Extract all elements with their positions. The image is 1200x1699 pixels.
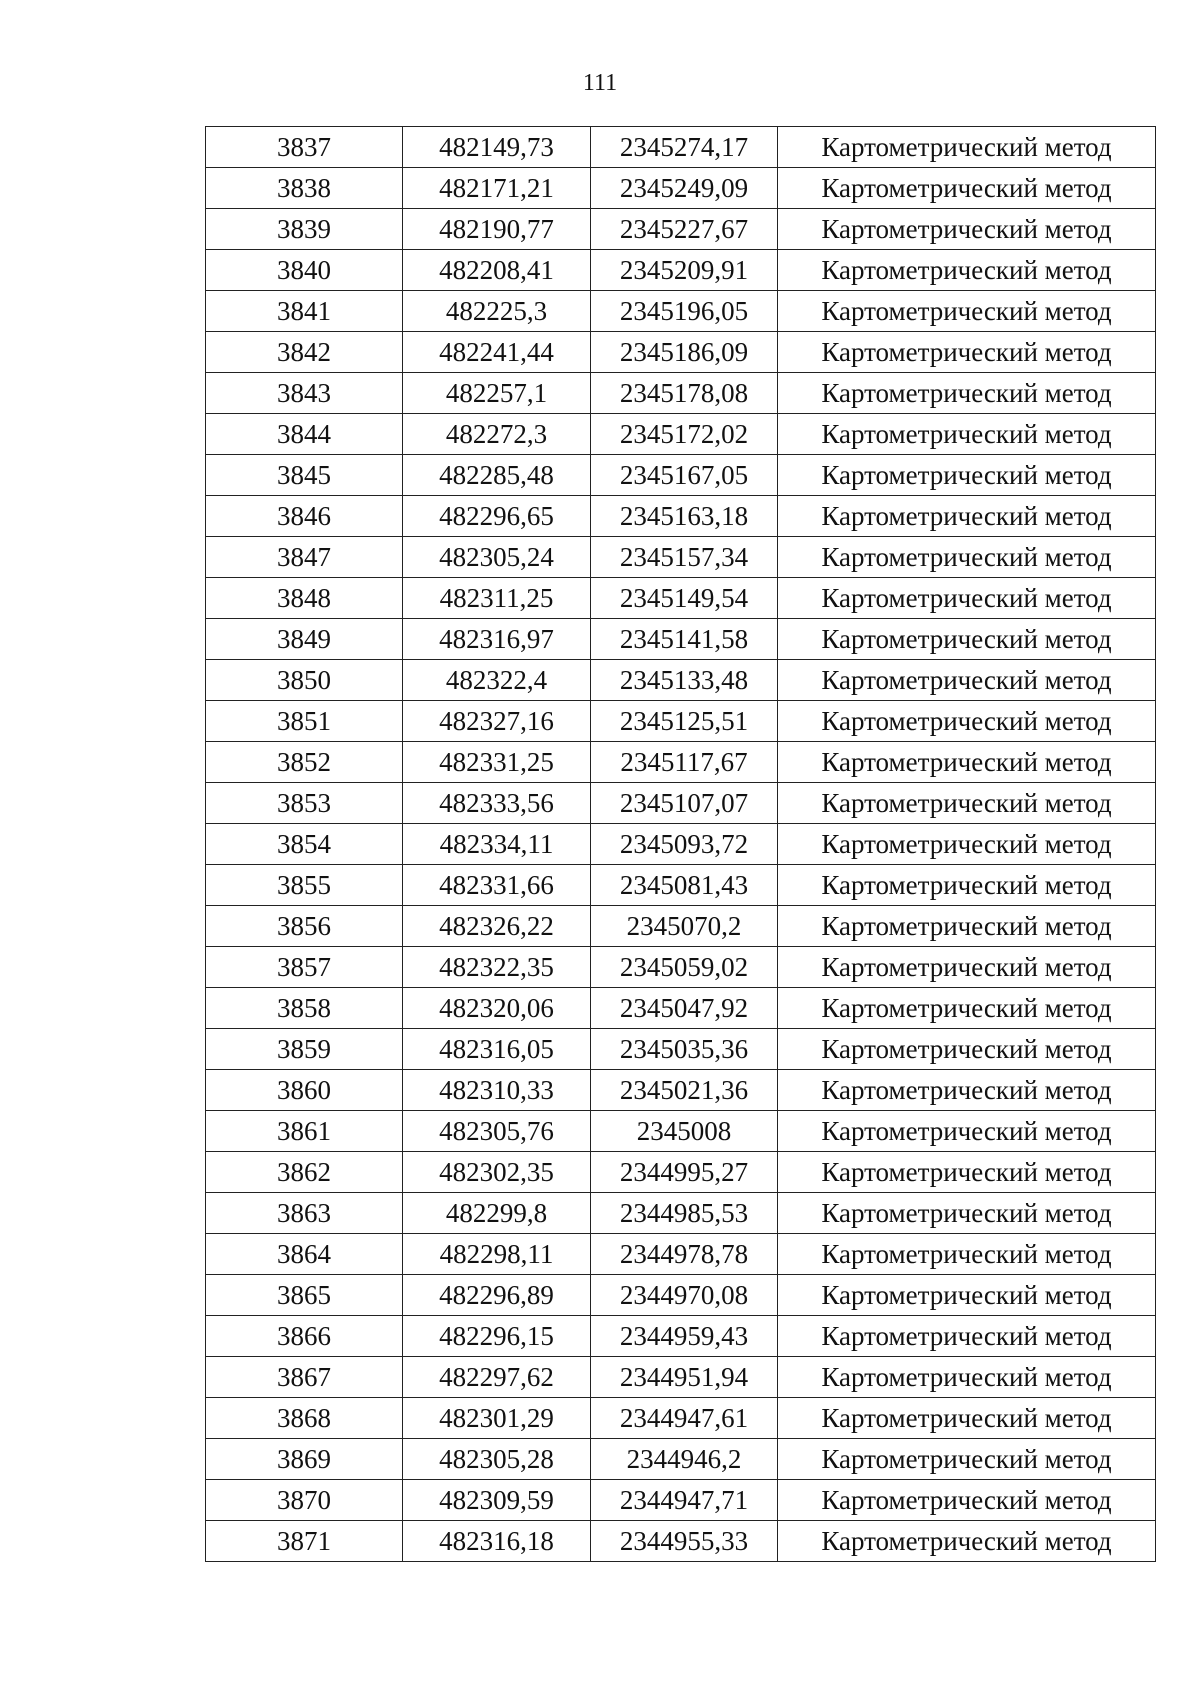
y-coordinate-cell: 2345125,51 bbox=[591, 701, 778, 742]
y-coordinate-cell: 2345274,17 bbox=[591, 127, 778, 168]
method-cell: Картометрический метод bbox=[778, 619, 1156, 660]
y-coordinate-cell: 2345021,36 bbox=[591, 1070, 778, 1111]
table-row bbox=[206, 619, 1156, 660]
point-number-cell: 3855 bbox=[206, 865, 403, 906]
table-row bbox=[206, 701, 1156, 742]
table-row bbox=[206, 496, 1156, 537]
table-row bbox=[206, 168, 1156, 209]
method-cell: Картометрический метод bbox=[778, 824, 1156, 865]
y-coordinate-cell: 2345209,91 bbox=[591, 250, 778, 291]
table-row bbox=[206, 1070, 1156, 1111]
method-cell: Картометрический метод bbox=[778, 496, 1156, 537]
x-coordinate-cell: 482296,15 bbox=[403, 1316, 591, 1357]
table-row bbox=[206, 865, 1156, 906]
point-number-cell: 3864 bbox=[206, 1234, 403, 1275]
y-coordinate-cell: 2344955,33 bbox=[591, 1521, 778, 1562]
point-number-cell: 3856 bbox=[206, 906, 403, 947]
x-coordinate-cell: 482285,48 bbox=[403, 455, 591, 496]
table-row bbox=[206, 1357, 1156, 1398]
table-row bbox=[206, 1275, 1156, 1316]
table-row bbox=[206, 332, 1156, 373]
x-coordinate-cell: 482149,73 bbox=[403, 127, 591, 168]
table-row bbox=[206, 1234, 1156, 1275]
method-cell: Картометрический метод bbox=[778, 865, 1156, 906]
table-row bbox=[206, 660, 1156, 701]
x-coordinate-cell: 482333,56 bbox=[403, 783, 591, 824]
table-row bbox=[206, 373, 1156, 414]
point-number-cell: 3851 bbox=[206, 701, 403, 742]
point-number-cell: 3850 bbox=[206, 660, 403, 701]
x-coordinate-cell: 482257,1 bbox=[403, 373, 591, 414]
method-cell: Картометрический метод bbox=[778, 250, 1156, 291]
point-number-cell: 3870 bbox=[206, 1480, 403, 1521]
point-number-cell: 3843 bbox=[206, 373, 403, 414]
table-row bbox=[206, 1029, 1156, 1070]
point-number-cell: 3840 bbox=[206, 250, 403, 291]
point-number-cell: 3854 bbox=[206, 824, 403, 865]
method-cell: Картометрический метод bbox=[778, 1439, 1156, 1480]
x-coordinate-cell: 482297,62 bbox=[403, 1357, 591, 1398]
x-coordinate-cell: 482322,35 bbox=[403, 947, 591, 988]
point-number-cell: 3852 bbox=[206, 742, 403, 783]
method-cell: Картометрический метод bbox=[778, 988, 1156, 1029]
method-cell: Картометрический метод bbox=[778, 947, 1156, 988]
table-row bbox=[206, 1439, 1156, 1480]
y-coordinate-cell: 2345059,02 bbox=[591, 947, 778, 988]
x-coordinate-cell: 482322,4 bbox=[403, 660, 591, 701]
method-cell: Картометрический метод bbox=[778, 455, 1156, 496]
y-coordinate-cell: 2345047,92 bbox=[591, 988, 778, 1029]
table-body bbox=[206, 127, 1156, 1562]
point-number-cell: 3844 bbox=[206, 414, 403, 455]
point-number-cell: 3863 bbox=[206, 1193, 403, 1234]
table-row bbox=[206, 1521, 1156, 1562]
point-number-cell: 3867 bbox=[206, 1357, 403, 1398]
y-coordinate-cell: 2345081,43 bbox=[591, 865, 778, 906]
y-coordinate-cell: 2345186,09 bbox=[591, 332, 778, 373]
method-cell: Картометрический метод bbox=[778, 373, 1156, 414]
point-number-cell: 3860 bbox=[206, 1070, 403, 1111]
point-number-cell: 3868 bbox=[206, 1398, 403, 1439]
x-coordinate-cell: 482316,05 bbox=[403, 1029, 591, 1070]
method-cell: Картометрический метод bbox=[778, 660, 1156, 701]
y-coordinate-cell: 2345117,67 bbox=[591, 742, 778, 783]
table-row bbox=[206, 1398, 1156, 1439]
x-coordinate-cell: 482331,25 bbox=[403, 742, 591, 783]
y-coordinate-cell: 2345133,48 bbox=[591, 660, 778, 701]
method-cell: Картометрический метод bbox=[778, 127, 1156, 168]
x-coordinate-cell: 482309,59 bbox=[403, 1480, 591, 1521]
x-coordinate-cell: 482301,29 bbox=[403, 1398, 591, 1439]
point-number-cell: 3839 bbox=[206, 209, 403, 250]
table-row bbox=[206, 291, 1156, 332]
x-coordinate-cell: 482225,3 bbox=[403, 291, 591, 332]
method-cell: Картометрический метод bbox=[778, 906, 1156, 947]
method-cell: Картометрический метод bbox=[778, 1398, 1156, 1439]
method-cell: Картометрический метод bbox=[778, 1316, 1156, 1357]
method-cell: Картометрический метод bbox=[778, 209, 1156, 250]
point-number-cell: 3861 bbox=[206, 1111, 403, 1152]
x-coordinate-cell: 482326,22 bbox=[403, 906, 591, 947]
x-coordinate-cell: 482327,16 bbox=[403, 701, 591, 742]
method-cell: Картометрический метод bbox=[778, 701, 1156, 742]
point-number-cell: 3849 bbox=[206, 619, 403, 660]
method-cell: Картометрический метод bbox=[778, 291, 1156, 332]
method-cell: Картометрический метод bbox=[778, 1480, 1156, 1521]
y-coordinate-cell: 2345172,02 bbox=[591, 414, 778, 455]
method-cell: Картометрический метод bbox=[778, 1111, 1156, 1152]
table-row bbox=[206, 1193, 1156, 1234]
x-coordinate-cell: 482334,11 bbox=[403, 824, 591, 865]
y-coordinate-cell: 2344947,61 bbox=[591, 1398, 778, 1439]
table-row bbox=[206, 455, 1156, 496]
y-coordinate-cell: 2345249,09 bbox=[591, 168, 778, 209]
point-number-cell: 3858 bbox=[206, 988, 403, 1029]
table-row bbox=[206, 824, 1156, 865]
method-cell: Картометрический метод bbox=[778, 1275, 1156, 1316]
table-row bbox=[206, 988, 1156, 1029]
table-row bbox=[206, 250, 1156, 291]
method-cell: Картометрический метод bbox=[778, 1234, 1156, 1275]
y-coordinate-cell: 2345035,36 bbox=[591, 1029, 778, 1070]
method-cell: Картометрический метод bbox=[778, 414, 1156, 455]
method-cell: Картометрический метод bbox=[778, 1357, 1156, 1398]
y-coordinate-cell: 2345141,58 bbox=[591, 619, 778, 660]
y-coordinate-cell: 2345149,54 bbox=[591, 578, 778, 619]
x-coordinate-cell: 482305,24 bbox=[403, 537, 591, 578]
table-row bbox=[206, 1316, 1156, 1357]
y-coordinate-cell: 2344978,78 bbox=[591, 1234, 778, 1275]
table-row bbox=[206, 414, 1156, 455]
y-coordinate-cell: 2345008 bbox=[591, 1111, 778, 1152]
point-number-cell: 3869 bbox=[206, 1439, 403, 1480]
y-coordinate-cell: 2345093,72 bbox=[591, 824, 778, 865]
y-coordinate-cell: 2344946,2 bbox=[591, 1439, 778, 1480]
point-number-cell: 3846 bbox=[206, 496, 403, 537]
y-coordinate-cell: 2345167,05 bbox=[591, 455, 778, 496]
point-number-cell: 3857 bbox=[206, 947, 403, 988]
point-number-cell: 3837 bbox=[206, 127, 403, 168]
point-number-cell: 3847 bbox=[206, 537, 403, 578]
method-cell: Картометрический метод bbox=[778, 783, 1156, 824]
x-coordinate-cell: 482320,06 bbox=[403, 988, 591, 1029]
point-number-cell: 3842 bbox=[206, 332, 403, 373]
x-coordinate-cell: 482190,77 bbox=[403, 209, 591, 250]
table-row bbox=[206, 906, 1156, 947]
point-number-cell: 3848 bbox=[206, 578, 403, 619]
method-cell: Картометрический метод bbox=[778, 332, 1156, 373]
x-coordinate-cell: 482305,28 bbox=[403, 1439, 591, 1480]
table-row bbox=[206, 127, 1156, 168]
x-coordinate-cell: 482316,18 bbox=[403, 1521, 591, 1562]
y-coordinate-cell: 2344951,94 bbox=[591, 1357, 778, 1398]
point-number-cell: 3853 bbox=[206, 783, 403, 824]
point-number-cell: 3838 bbox=[206, 168, 403, 209]
table-row bbox=[206, 1111, 1156, 1152]
method-cell: Картометрический метод bbox=[778, 537, 1156, 578]
coordinates-table bbox=[205, 126, 1156, 1562]
x-coordinate-cell: 482305,76 bbox=[403, 1111, 591, 1152]
table-row bbox=[206, 947, 1156, 988]
x-coordinate-cell: 482208,41 bbox=[403, 250, 591, 291]
x-coordinate-cell: 482311,25 bbox=[403, 578, 591, 619]
y-coordinate-cell: 2344947,71 bbox=[591, 1480, 778, 1521]
table-row bbox=[206, 742, 1156, 783]
page-number: 111 bbox=[582, 70, 618, 96]
y-coordinate-cell: 2345227,67 bbox=[591, 209, 778, 250]
y-coordinate-cell: 2345070,2 bbox=[591, 906, 778, 947]
x-coordinate-cell: 482171,21 bbox=[403, 168, 591, 209]
y-coordinate-cell: 2344995,27 bbox=[591, 1152, 778, 1193]
y-coordinate-cell: 2344970,08 bbox=[591, 1275, 778, 1316]
x-coordinate-cell: 482310,33 bbox=[403, 1070, 591, 1111]
y-coordinate-cell: 2345163,18 bbox=[591, 496, 778, 537]
y-coordinate-cell: 2345157,34 bbox=[591, 537, 778, 578]
x-coordinate-cell: 482296,65 bbox=[403, 496, 591, 537]
point-number-cell: 3871 bbox=[206, 1521, 403, 1562]
table-row bbox=[206, 537, 1156, 578]
x-coordinate-cell: 482298,11 bbox=[403, 1234, 591, 1275]
x-coordinate-cell: 482302,35 bbox=[403, 1152, 591, 1193]
method-cell: Картометрический метод bbox=[778, 1152, 1156, 1193]
y-coordinate-cell: 2345196,05 bbox=[591, 291, 778, 332]
method-cell: Картометрический метод bbox=[778, 1521, 1156, 1562]
y-coordinate-cell: 2345178,08 bbox=[591, 373, 778, 414]
x-coordinate-cell: 482316,97 bbox=[403, 619, 591, 660]
method-cell: Картометрический метод bbox=[778, 1070, 1156, 1111]
y-coordinate-cell: 2345107,07 bbox=[591, 783, 778, 824]
x-coordinate-cell: 482272,3 bbox=[403, 414, 591, 455]
x-coordinate-cell: 482241,44 bbox=[403, 332, 591, 373]
point-number-cell: 3841 bbox=[206, 291, 403, 332]
method-cell: Картометрический метод bbox=[778, 168, 1156, 209]
table-row bbox=[206, 1152, 1156, 1193]
y-coordinate-cell: 2344959,43 bbox=[591, 1316, 778, 1357]
point-number-cell: 3862 bbox=[206, 1152, 403, 1193]
table-row bbox=[206, 1480, 1156, 1521]
point-number-cell: 3866 bbox=[206, 1316, 403, 1357]
table-row bbox=[206, 783, 1156, 824]
method-cell: Картометрический метод bbox=[778, 1029, 1156, 1070]
point-number-cell: 3865 bbox=[206, 1275, 403, 1316]
x-coordinate-cell: 482331,66 bbox=[403, 865, 591, 906]
x-coordinate-cell: 482299,8 bbox=[403, 1193, 591, 1234]
table-row bbox=[206, 578, 1156, 619]
method-cell: Картометрический метод bbox=[778, 742, 1156, 783]
x-coordinate-cell: 482296,89 bbox=[403, 1275, 591, 1316]
point-number-cell: 3859 bbox=[206, 1029, 403, 1070]
method-cell: Картометрический метод bbox=[778, 578, 1156, 619]
y-coordinate-cell: 2344985,53 bbox=[591, 1193, 778, 1234]
point-number-cell: 3845 bbox=[206, 455, 403, 496]
method-cell: Картометрический метод bbox=[778, 1193, 1156, 1234]
table-row bbox=[206, 209, 1156, 250]
